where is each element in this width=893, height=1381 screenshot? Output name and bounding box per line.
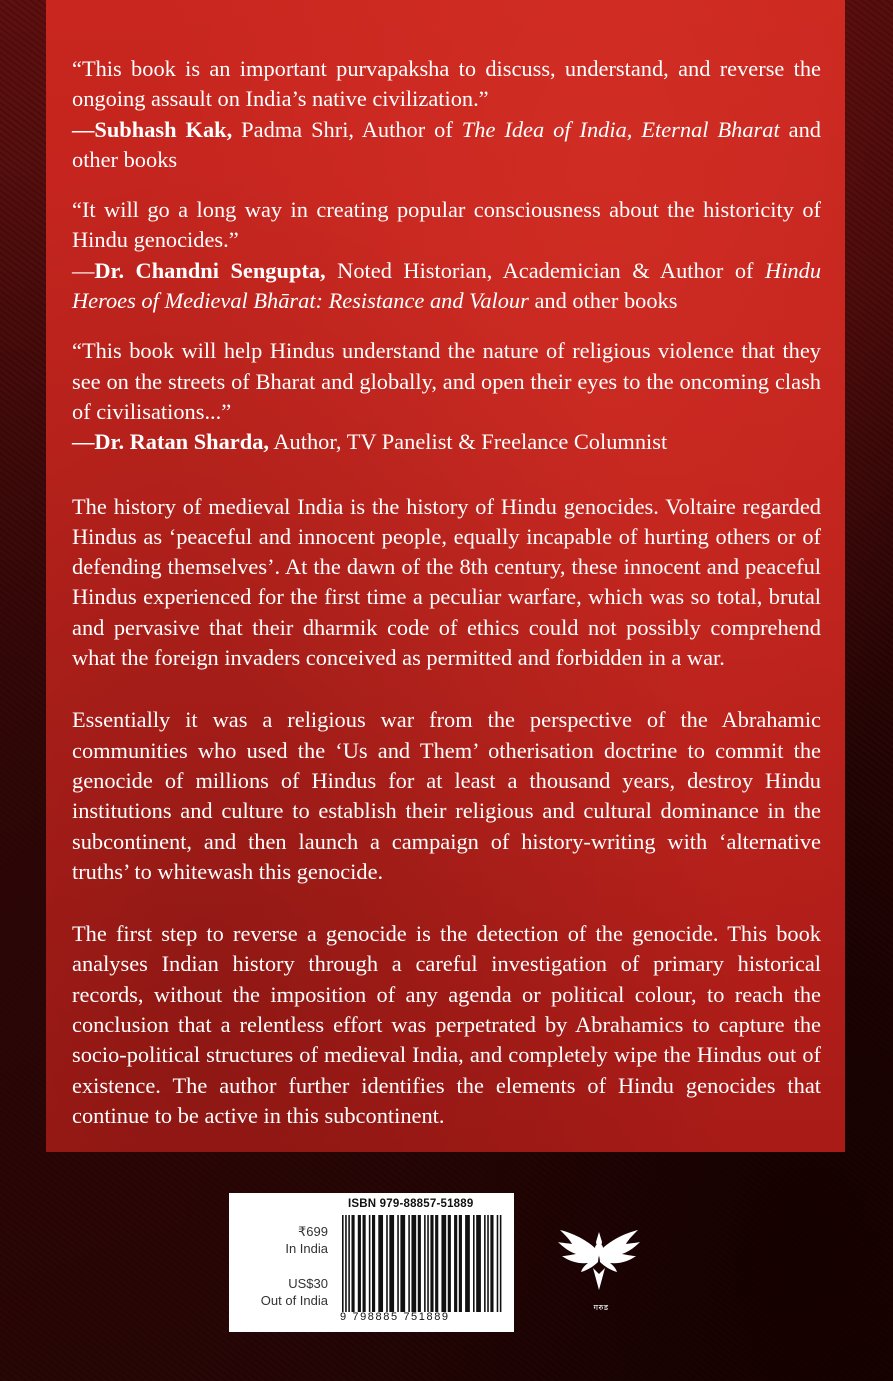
synopsis-paragraph-2: Essentially it was a religious war from the perspective of the Abrahamic communities who used the ‘Us and Them’ otherisation doctrine to commit the genocide of millions of Hindus for at least a thousand years, destroy Hindu institutions and culture to establish their religious and cultural dominance in the subcontinent, and then launch a campaign of history-writing with ‘alternative truths’ to whitewash this genocide. bbox=[72, 707, 821, 884]
endorsement-quote: “This book is an important purvapaksha to discuss, understand, and reverse the ongoing assault on India’s native civilization.” bbox=[72, 56, 821, 112]
isbn-barcode-box bbox=[229, 1193, 514, 1332]
price-international: US$30 bbox=[288, 1276, 328, 1291]
endorser-role: Author, TV Panelist & Freelance Columnist bbox=[269, 429, 668, 455]
synopsis-paragraph-1: The history of medieval India is the history of Hindu genocides. Voltaire regarded Hindus as ‘peaceful and innocent people, equally incapable of hurting others or of defending themselves’. At the dawn of the 8th century, these innocent and peaceful Hindus experienced for the first time a peculiar warfare, which was so total, brutal and pervasive that their dharmik code of ethics could not possibly comprehend what the foreign invaders conceived as permitted and forbidden in a war. bbox=[72, 493, 821, 671]
barcode-bar bbox=[342, 1215, 344, 1312]
barcode-bar bbox=[441, 1215, 446, 1312]
barcode-bar bbox=[397, 1215, 399, 1312]
endorser-tail: and other books bbox=[72, 116, 821, 172]
endorsement-dash: — bbox=[72, 257, 95, 283]
cover-text bbox=[72, 54, 821, 1131]
endorsement-quote: “It will go a long way in creating popular consciousness about the historicity of Hindu genocides.” bbox=[72, 197, 821, 253]
barcode-bar bbox=[389, 1215, 394, 1312]
barcode-bar bbox=[459, 1215, 462, 1312]
barcode-bar bbox=[427, 1215, 429, 1312]
barcode-bar bbox=[476, 1215, 481, 1312]
isbn-label: ISBN 979-88857-51889 bbox=[348, 1198, 474, 1210]
price-spacer bbox=[229, 1257, 328, 1275]
barcode-digits: 9 798885 751889 bbox=[340, 1311, 450, 1323]
barcode-bar bbox=[424, 1215, 426, 1312]
barcode-bar bbox=[408, 1215, 410, 1312]
price-international-label: Out of India bbox=[260, 1293, 328, 1308]
barcode-bar bbox=[465, 1215, 470, 1312]
endorser-role: Padma Shri, Author of bbox=[232, 116, 462, 142]
barcode bbox=[340, 1198, 505, 1326]
endorser-book-titles: The Idea of India, Eternal Bharat bbox=[461, 116, 780, 142]
barcode-bar bbox=[400, 1215, 405, 1312]
endorsement-attribution bbox=[72, 256, 821, 317]
barcode-bar bbox=[345, 1215, 347, 1312]
garuda-logo-icon bbox=[556, 1212, 642, 1304]
endorsement-kak bbox=[72, 54, 821, 175]
barcode-bar bbox=[500, 1215, 502, 1312]
back-cover-text-panel bbox=[46, 0, 845, 1152]
barcode-bar bbox=[473, 1215, 475, 1312]
barcode-bar bbox=[430, 1215, 433, 1312]
price-india: ₹699 bbox=[298, 1224, 328, 1239]
barcode-bar bbox=[448, 1215, 451, 1312]
barcode-bar bbox=[487, 1215, 489, 1312]
barcode-bar bbox=[418, 1215, 421, 1312]
barcode-bar bbox=[348, 1215, 350, 1312]
endorsement-sengupta bbox=[72, 195, 821, 316]
barcode-bar bbox=[369, 1215, 371, 1312]
barcode-bar bbox=[358, 1215, 361, 1312]
price-block bbox=[229, 1193, 334, 1332]
endorsement-dash: — bbox=[72, 116, 95, 142]
barcode-bar bbox=[454, 1215, 457, 1312]
endorser-name: Subhash Kak, bbox=[94, 116, 233, 142]
endorsement-sharda bbox=[72, 336, 821, 457]
endorsement-attribution bbox=[72, 427, 821, 457]
endorser-name: Dr. Chandni Sengupta, bbox=[94, 257, 326, 283]
endorsement-quote: “This book will help Hindus understand the nature of religious violence that they see on the streets of Bharat and globally, and open their eyes to the oncoming clash of civilisations...” bbox=[72, 338, 821, 424]
barcode-bar bbox=[378, 1215, 383, 1312]
barcode-bar bbox=[411, 1215, 416, 1312]
endorser-role: Noted Historian, Academician & Author of bbox=[325, 257, 766, 283]
price-india-label: In India bbox=[285, 1241, 328, 1256]
barcode-bar bbox=[497, 1215, 499, 1312]
endorser-tail: and other books bbox=[528, 288, 678, 314]
endorser-book-titles: Hindu Heroes of Medieval Bhārat: Resistance and Valour bbox=[72, 257, 822, 314]
barcode-bar bbox=[435, 1215, 438, 1312]
endorser-name: Dr. Ratan Sharda, bbox=[94, 429, 269, 455]
endorsement-dash: — bbox=[72, 429, 95, 455]
barcode-bar bbox=[490, 1215, 493, 1312]
barcode-bar bbox=[484, 1215, 486, 1312]
synopsis-paragraph-3: The first step to reverse a genocide is the detection of the genocide. This book analyses Indian history through a careful investigation of primary historical records, without the imposition of any agenda or political colour, to reach the conclusion that a relentless effort was perpetrated by Abrahamics to capture the socio-political structures of medieval India, and completely wipe the Hindus out of existence. The author further identifies the elements of Hindu genocides that continue to be active in this subcontinent. bbox=[72, 921, 821, 1128]
barcode-bar bbox=[372, 1215, 375, 1312]
publisher-wordmark: गरुड bbox=[593, 1303, 609, 1312]
endorsement-attribution bbox=[72, 115, 821, 176]
barcode-bar bbox=[386, 1215, 388, 1312]
barcode-bars bbox=[340, 1215, 505, 1312]
barcode-bar bbox=[363, 1215, 366, 1312]
barcode-bar bbox=[351, 1215, 354, 1312]
